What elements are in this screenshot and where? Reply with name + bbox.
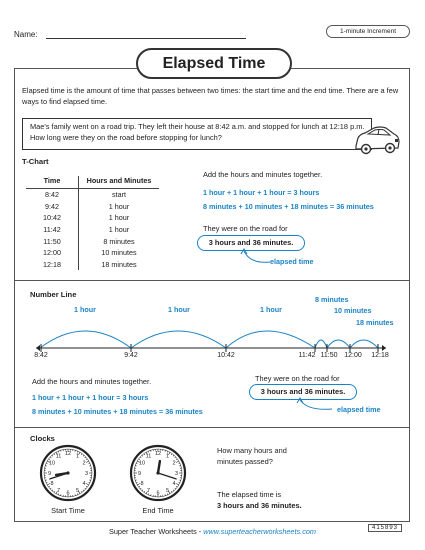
svg-text:9: 9 xyxy=(137,471,142,477)
tchart-answer: 3 hours and 36 minutes. xyxy=(197,235,305,251)
cell-time: 11:50 xyxy=(26,235,79,247)
tick-label: 9:42 xyxy=(124,352,138,359)
svg-text:11: 11 xyxy=(145,453,152,460)
clocks-question-line2: minutes passed? xyxy=(217,457,273,466)
clocks-question-line1: How many hours and xyxy=(217,446,287,455)
svg-text:12: 12 xyxy=(154,451,162,457)
cell-time: 12:00 xyxy=(26,247,79,259)
footer xyxy=(0,527,425,536)
svg-text:9: 9 xyxy=(47,471,52,477)
hop-label: 10 minutes xyxy=(334,306,372,315)
svg-text:6: 6 xyxy=(156,490,160,497)
car-icon xyxy=(352,124,402,158)
tchart-header-hours-minutes: Hours and Minutes xyxy=(79,176,160,189)
tchart-header-time: Time xyxy=(26,176,79,189)
end-clock-icon xyxy=(128,443,188,503)
cell-time: 9:42 xyxy=(26,201,79,213)
problem-text: Mae's family went on a road trip. They left their house at 8:42 a.m. and stopped for lunch at 12:18 p.m. How long were they on the road before stopping for lunch? xyxy=(30,122,365,142)
tchart-title: T-Chart xyxy=(22,157,49,166)
svg-text:7: 7 xyxy=(146,488,151,494)
svg-text:3: 3 xyxy=(84,471,89,477)
footer-url-link[interactable]: www.superteacherworksheets.com xyxy=(203,527,316,536)
cell-hm: 10 minutes xyxy=(101,248,137,258)
hop-label: 1 hour xyxy=(168,305,190,314)
page-title: Elapsed Time xyxy=(136,48,292,79)
clocks-answer-line2: 3 hours and 36 minutes. xyxy=(217,501,302,510)
curved-arrow-icon xyxy=(292,397,336,415)
numberline-elapsed-label: elapsed time xyxy=(337,405,381,414)
cell-time: 12:18 xyxy=(26,259,79,271)
svg-text:5: 5 xyxy=(75,488,80,494)
svg-text:6: 6 xyxy=(66,490,70,497)
svg-text:1: 1 xyxy=(165,453,170,460)
svg-text:10: 10 xyxy=(48,460,56,467)
svg-text:5: 5 xyxy=(165,488,170,494)
numberline-answer: 3 hours and 36 minutes. xyxy=(249,384,357,400)
end-clock-caption: End Time xyxy=(142,506,174,515)
cell-hm: 1 hour xyxy=(108,225,130,235)
footer-prefix: Super Teacher Worksheets - xyxy=(109,527,204,536)
start-clock-caption: Start Time xyxy=(51,506,85,515)
start-clock-icon xyxy=(38,443,98,503)
tchart-table xyxy=(26,176,159,270)
cell-hm: 1 hour xyxy=(108,213,130,223)
table-row xyxy=(26,212,159,224)
tick-label: 10:42 xyxy=(217,352,235,359)
table-row xyxy=(26,201,159,213)
svg-text:8: 8 xyxy=(50,481,54,487)
clocks-title: Clocks xyxy=(30,434,55,443)
tchart-add-text: Add the hours and minutes together. xyxy=(203,170,323,179)
svg-text:1: 1 xyxy=(75,453,80,460)
numberline-title: Number Line xyxy=(30,290,77,299)
name-label: Name: xyxy=(14,30,38,39)
numberline-road-text: They were on the road for xyxy=(255,374,340,383)
svg-text:10: 10 xyxy=(138,460,146,467)
serial-number: 415893 xyxy=(368,524,402,532)
cell-hm: 8 minutes xyxy=(103,236,135,246)
cell-time: 11:42 xyxy=(26,224,79,236)
cell-time: 10:42 xyxy=(26,212,79,224)
table-row xyxy=(26,224,159,236)
tchart-minutes-sum: 8 minutes + 10 minutes + 18 minutes = 36 minutes xyxy=(203,202,374,211)
hop-label: 1 hour xyxy=(74,305,96,314)
tchart-road-text: They were on the road for xyxy=(203,224,288,233)
tick-label: 11:50 xyxy=(320,352,338,359)
svg-text:2: 2 xyxy=(172,460,176,467)
numberline-hours-sum: 1 hour + 1 hour + 1 hour = 3 hours xyxy=(32,393,149,402)
svg-text:8: 8 xyxy=(140,481,144,487)
svg-text:7: 7 xyxy=(56,488,61,494)
section-divider xyxy=(14,280,409,281)
svg-text:2: 2 xyxy=(82,460,86,467)
numberline-minutes-sum: 8 minutes + 10 minutes + 18 minutes = 36 minutes xyxy=(32,407,203,416)
hop-label: 8 minutes xyxy=(315,295,349,304)
tick-label: 12:18 xyxy=(371,352,389,359)
table-row xyxy=(26,259,159,271)
cell-time: 8:42 xyxy=(26,189,79,201)
intro-text: Elapsed time is the amount of time that passes between two times: the start time and the end time. There are a few ways to find elapsed time. xyxy=(22,86,399,106)
svg-text:3: 3 xyxy=(174,471,179,477)
table-row xyxy=(26,189,159,201)
cell-hm: 1 hour xyxy=(108,201,130,211)
cell-hm: 18 minutes xyxy=(101,259,137,269)
cell-hm: start xyxy=(112,190,126,200)
svg-text:12: 12 xyxy=(64,451,72,457)
tchart-elapsed-label: elapsed time xyxy=(270,257,314,266)
svg-text:4: 4 xyxy=(82,481,86,487)
tick-label: 12:00 xyxy=(344,352,362,359)
clocks-answer-line1: The elapsed time is xyxy=(217,490,282,499)
hop-label: 1 hour xyxy=(260,305,282,314)
table-row xyxy=(26,235,159,247)
tick-label: 8:42 xyxy=(34,352,48,359)
tick-label: 11:42 xyxy=(298,352,316,359)
name-line[interactable] xyxy=(46,38,246,39)
tchart-hours-sum: 1 hour + 1 hour + 1 hour = 3 hours xyxy=(203,188,320,197)
increment-badge: 1-minute Increment xyxy=(326,25,410,38)
number-line xyxy=(0,310,425,370)
svg-text:4: 4 xyxy=(172,481,176,487)
svg-text:11: 11 xyxy=(55,453,62,460)
numberline-add-text: Add the hours and minutes together. xyxy=(32,377,152,386)
hop-label: 18 minutes xyxy=(356,318,394,327)
table-row xyxy=(26,247,159,259)
section-divider xyxy=(14,427,409,428)
